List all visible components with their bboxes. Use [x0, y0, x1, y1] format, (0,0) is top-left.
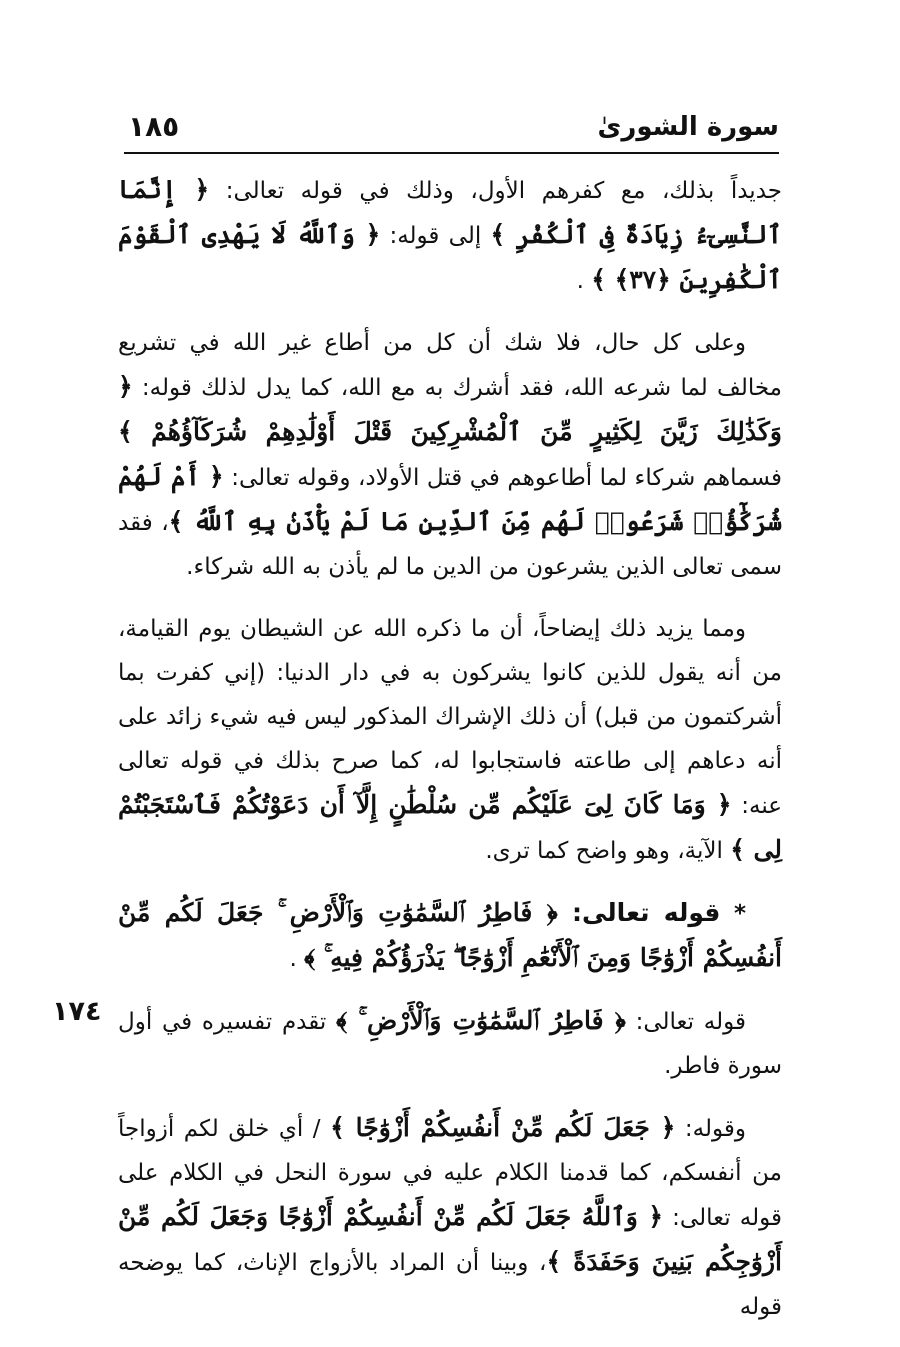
text-segment: وعلى كل حال، فلا شك أن كل من أطاع غير الله في تشريع مخالف لما شرعه الله، فقد أشرك به مع الله، كما يدل لذلك قوله:: [118, 330, 782, 401]
page-number: ١٨٥: [128, 110, 180, 143]
paragraph-1: [118, 168, 782, 303]
text-segment: جديداً بذلك، مع كفرهم الأول، وذلك في قوله تعالى:: [209, 178, 782, 204]
text-segment: وقوله:: [675, 1116, 746, 1142]
text-segment: ومما يزيد ذلك إيضاحاً، أن ما ذكره الله عن الشيطان يوم القيامة، من أنه يقول للذين كانوا يشركون به في دار الدنيا: (إني كفرت بما أشركتمون من قبل) أن ذلك الإشراك المذكور ليس فيه شيء زائد على أنه دعاهم إلى طاعته فاستجابوا له، كما صرح بذلك في قوله تعالى عنه:: [118, 616, 782, 819]
quran-quote: ﴿ وَٱللَّهُ جَعَلَ لَكُم مِّنْ أَنفُسِكُمْ أَزْوَٰجًا وَجَعَلَ لَكُم مِّنْ أَزْوَٰجِكُم بَنِينَ وَحَفَدَةً ﴾: [118, 1202, 782, 1276]
text-segment: قوله تعالى:: [625, 1009, 747, 1035]
text-segment: إلى قوله:: [380, 223, 491, 249]
quran-quote: ﴿ وَمَا كَانَ لِىَ عَلَيْكُم مِّن سُلْطَٰنٍ إِلَّآ أَن دَعَوْتُكُمْ فَٱسْتَجَبْتُمْ لِى ﴾: [118, 790, 782, 864]
quran-quote: ﴿ جَعَلَ لَكُم مِّنْ أَنفُسِكُمْ أَزْوَٰجًا ﴾: [330, 1113, 676, 1142]
text-segment: .: [576, 268, 592, 294]
surah-title: سورة الشورىٰ: [597, 112, 779, 142]
star-marker: *: [720, 901, 747, 927]
paragraph-2: [118, 321, 782, 589]
quran-quote: ﴿ فَاطِرُ ٱلسَّمَٰوَٰتِ وَٱلْأَرْضِ ۚ جَعَلَ لَكُم مِّنْ أَنفُسِكُمْ أَزْوَٰجًا وَمِنَ ٱلْأَنْعَٰمِ أَزْوَٰجًا ۖ يَذْرَؤُكُمْ فِيهِ ۚ ﴾: [118, 898, 782, 972]
quran-quote: ﴿ فَاطِرُ ٱلسَّمَٰوَٰتِ وَٱلْأَرْضِ ۚ ﴾: [336, 1006, 626, 1035]
text-segment: ، فقد سمى تعالى الذين يشرعون من الدين ما لم يأذن به الله شركاء.: [118, 510, 782, 580]
paragraph-3: [118, 607, 782, 873]
text-segment: الآية، وهو واضح كما ترى.: [485, 838, 731, 864]
text-segment: ، وبينا أن المراد بالأزواج الإناث، كما يوضحه قوله: [118, 1250, 782, 1320]
section-heading-paragraph: [118, 891, 782, 981]
text-segment: .: [289, 946, 305, 972]
text-segment: / أي خلق لكم أزواجاً من أنفسكم، كما قدمنا الكلام عليه في سورة النحل في الكلام على قوله تعالى:: [118, 1116, 782, 1231]
quran-quote: ﴿ وَكَذَٰلِكَ زَيَّنَ لِكَثِيرٍ مِّنَ ٱلْمُشْرِكِينَ قَتْلَ أَوْلَٰدِهِمْ شُرَكَآؤُهُمْ ﴾: [118, 372, 782, 446]
quran-quote: ﴿ أَمْ لَهُمْ شُرَكَٰٓؤُا۟ شَرَعُوا۟ لَهُم مِّنَ ٱلدِّينِ مَا لَمْ يَأْذَنۢ بِهِ ٱللَّهُ ﴾: [118, 462, 782, 536]
page-body: [118, 168, 782, 1347]
paragraph-5: [118, 999, 782, 1088]
margin-verse-number: ١٧٤: [52, 996, 102, 1027]
paragraph-6: [118, 1106, 782, 1329]
text-segment: تقدم تفسيره في أول سورة فاطر.: [118, 1009, 782, 1079]
quran-quote: ﴿ إِنَّمَا ٱلنَّسِىٓءُ زِيَادَةٌ فِى ٱلْكُفْرِ ﴾: [118, 175, 782, 249]
heading-lead: قوله تعالى:: [557, 898, 721, 927]
quran-quote: ﴿ وَٱللَّهُ لَا يَهْدِى ٱلْقَوْمَ ٱلْكَٰفِرِينَ ﴿٣٧﴾ ﴾: [118, 220, 782, 294]
page-header: [124, 108, 779, 152]
text-segment: فسماهم شركاء لما أطاعوهم في قتل الأولاد، وقوله تعالى:: [223, 465, 782, 491]
header-divider: [124, 152, 779, 154]
